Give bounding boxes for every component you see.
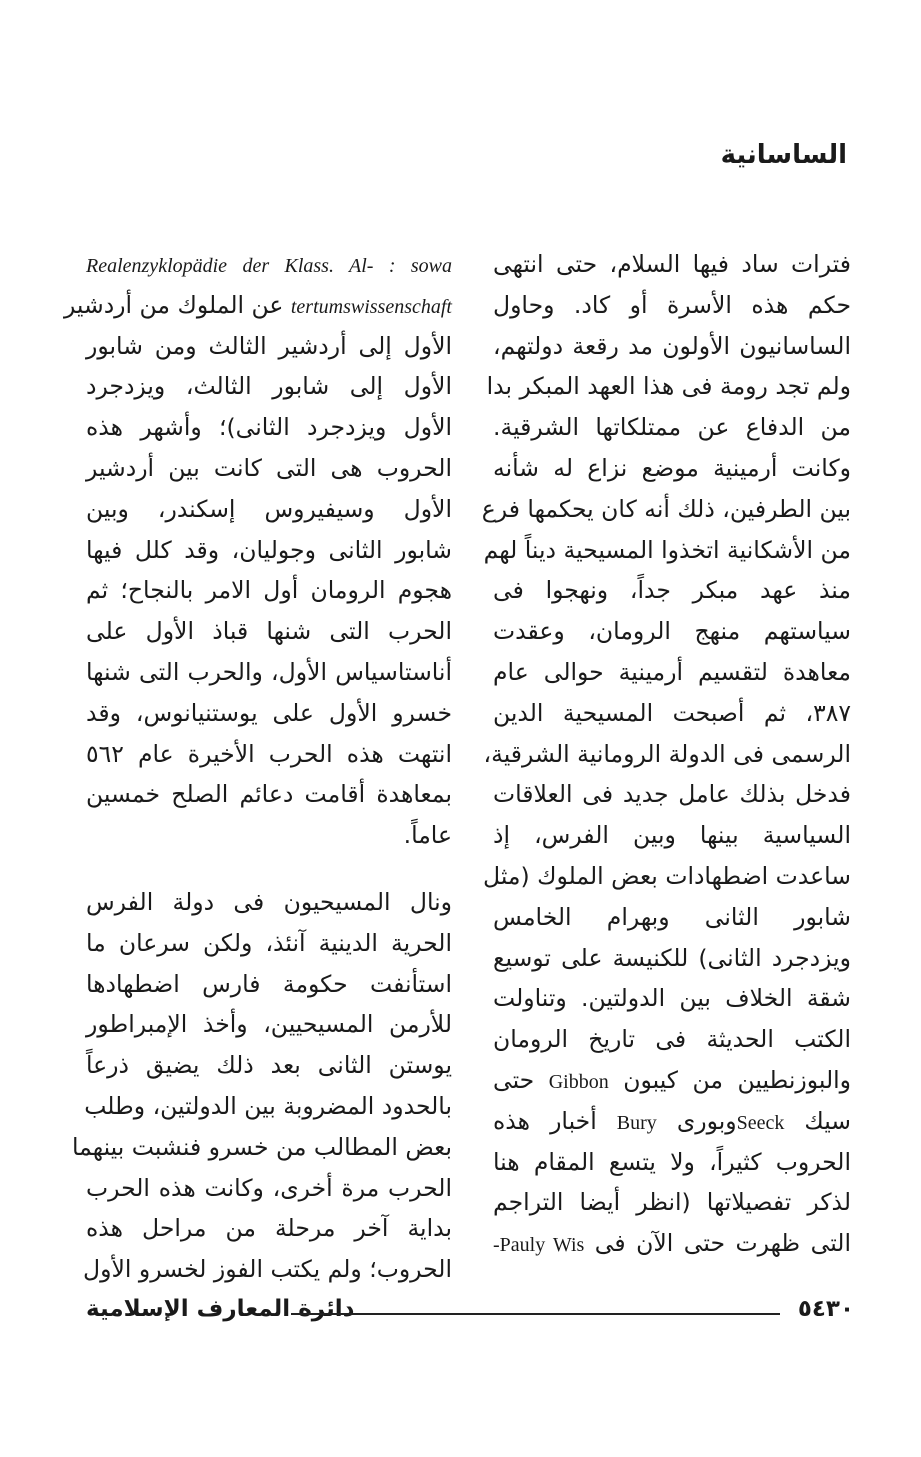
text-line: الأول إلى أردشير الثالث ومن شابور [86, 331, 452, 360]
text-line: الأول وسيفيروس إسكندر، وبين [86, 494, 452, 523]
text-line: الأول ويزدجرد الثانى)؛ وأشهر هذه [86, 413, 452, 442]
text-line: استأنفت حكومة فارس اضطهادها [86, 969, 452, 998]
text-line: الحرب التى شنها قباذ الأول على [86, 617, 452, 646]
text-line: شقة الخلاف بين الدولتين. وتناولت [493, 984, 851, 1013]
text-line: الأول إلى شابور الثالث، ويزدجرد [86, 372, 452, 401]
latin-name: Pauly Wis- [493, 1234, 585, 1257]
text-line: فترات ساد فيها السلام، حتى انتهى [493, 250, 851, 278]
text-line: بداية آخر مرحلة من مراحل هذه [86, 1214, 452, 1243]
text-line: من الدفاع عن ممتلكاتها الشرقية. [493, 413, 851, 442]
text-line: ساعدت اضطهادات بعض الملوك (مثل [483, 861, 851, 890]
text-line: الرسمى فى الدولة الرومانية الشرقية، [483, 739, 851, 768]
text-line: السياسية بينها وبين الفرس، إذ [493, 821, 851, 850]
text-line-seeck [493, 1101, 851, 1142]
footer-title: دائرة المعارف الإسلامية [86, 1296, 355, 1322]
text-line: حكم هذه الأسرة أو كاد. وحاول [493, 290, 851, 319]
text-line-pauly [493, 1223, 851, 1264]
text-line: الساسانيون الأولون مد رقعة دولتهم، [493, 331, 851, 360]
arabic-text: التى ظهرت حتى الآن فى [584, 1229, 851, 1258]
text-line: بين الطرفين، ذلك أنه كان يحكمها فرع [481, 494, 851, 523]
arabic-text: أخبار هذه [493, 1106, 617, 1135]
text-line: وكانت أرمينية موضع نزاع له شأنه [493, 453, 851, 482]
text-line: أناستاسياس الأول، والحرب التى شنها [86, 657, 452, 686]
arabic-text: وبورى [656, 1106, 737, 1135]
running-title: الساسانية [720, 140, 847, 170]
text-line: معاهدة لتقسيم أرمينية حوالى عام [493, 657, 851, 686]
text-line: ٣٨٧، ثم أصبحت المسيحية الدين [493, 698, 851, 727]
latin-name: Seeck [736, 1111, 785, 1134]
text-line-latin [86, 244, 452, 285]
latin-reference: Realenzyklopädie der Klass. Al- : sowa [86, 255, 452, 277]
text-line: من الأشكانية اتخذوا المسيحية ديناً لهم [483, 535, 851, 564]
latin-name: Gibbon [548, 1070, 609, 1093]
text-line-gibbon [493, 1060, 851, 1101]
latin-name: Bury [616, 1111, 657, 1134]
text-line: بالحدود المضروبة بين الدولتين، وطلب [84, 1091, 452, 1120]
text-line: شابور الثانى وبهرام الخامس [493, 902, 851, 931]
arabic-text: سيك [784, 1106, 851, 1135]
text-line: سياستهم منهج الرومان، وعقدت [493, 617, 851, 646]
text-line: بمعاهدة أقامت دعائم الصلح خمسين [86, 780, 452, 809]
right-column [481, 244, 851, 1264]
text-line: فدخل بذلك عامل جديد فى العلاقات [493, 780, 851, 809]
text-line: هجوم الرومان أول الامر بالنجاح؛ ثم [86, 576, 452, 605]
text-line: للأرمن المسيحيين، وأخذ الإمبراطور [86, 1010, 452, 1039]
arabic-text: عن الملوك من أردشير [63, 290, 291, 319]
page-footer [86, 1282, 854, 1322]
text-line: الحرية الدينية آنئذ، ولكن سرعان ما [86, 928, 452, 957]
footer-rule [291, 1313, 780, 1315]
text-line: خسرو الأول على يوستنيانوس، وقد [86, 698, 452, 727]
text-line: الحروب؛ ولم يكتب الفوز لخسرو الأول [83, 1255, 452, 1284]
text-line: الحرب مرة أخرى، وكانت هذه الحرب [86, 1173, 452, 1202]
text-line: ويزدجرد الثانى) للكنيسة على توسيع [493, 943, 851, 972]
text-line: الكتب الحديثة فى تاريخ الرومان [493, 1025, 851, 1054]
text-line: منذ عهد مبكر جداً، ونهجوا فى [493, 576, 851, 605]
text-line: يوستن الثانى بعد ذلك يضيق ذرعاً [86, 1051, 452, 1080]
left-column [63, 244, 452, 1290]
text-line: الحروب كثيراً، ولا يتسع المقام هنا [493, 1147, 851, 1176]
arabic-text: حتى [493, 1065, 549, 1094]
text-line: انتهت هذه الحرب الأخيرة عام ٥٦٢ [86, 739, 452, 768]
latin-reference: tertumswissenschaft [290, 295, 452, 318]
text-line: عاماً. [403, 821, 452, 850]
text-line: الحروب هى التى كانت بين أردشير [86, 453, 452, 482]
arabic-text: والبوزنطيين من كيبون [608, 1065, 851, 1094]
text-line: ونال المسيحيون فى دولة الفرس [86, 887, 452, 916]
text-line: ولم تجد رومة فى هذا العهد المبكر بدا [486, 372, 851, 401]
text-line: لذكر تفصيلاتها (انظر أيضا التراجم [493, 1188, 851, 1217]
page-number: ٥٤٣٠ [797, 1296, 854, 1322]
paragraph [71, 882, 452, 1290]
text-line: بعض المطالب من خسرو فنشبت بينهما [71, 1132, 452, 1161]
text-line-mixed [63, 285, 452, 326]
text-line: شابور الثانى وجوليان، وقد كلل فيها [86, 535, 452, 564]
